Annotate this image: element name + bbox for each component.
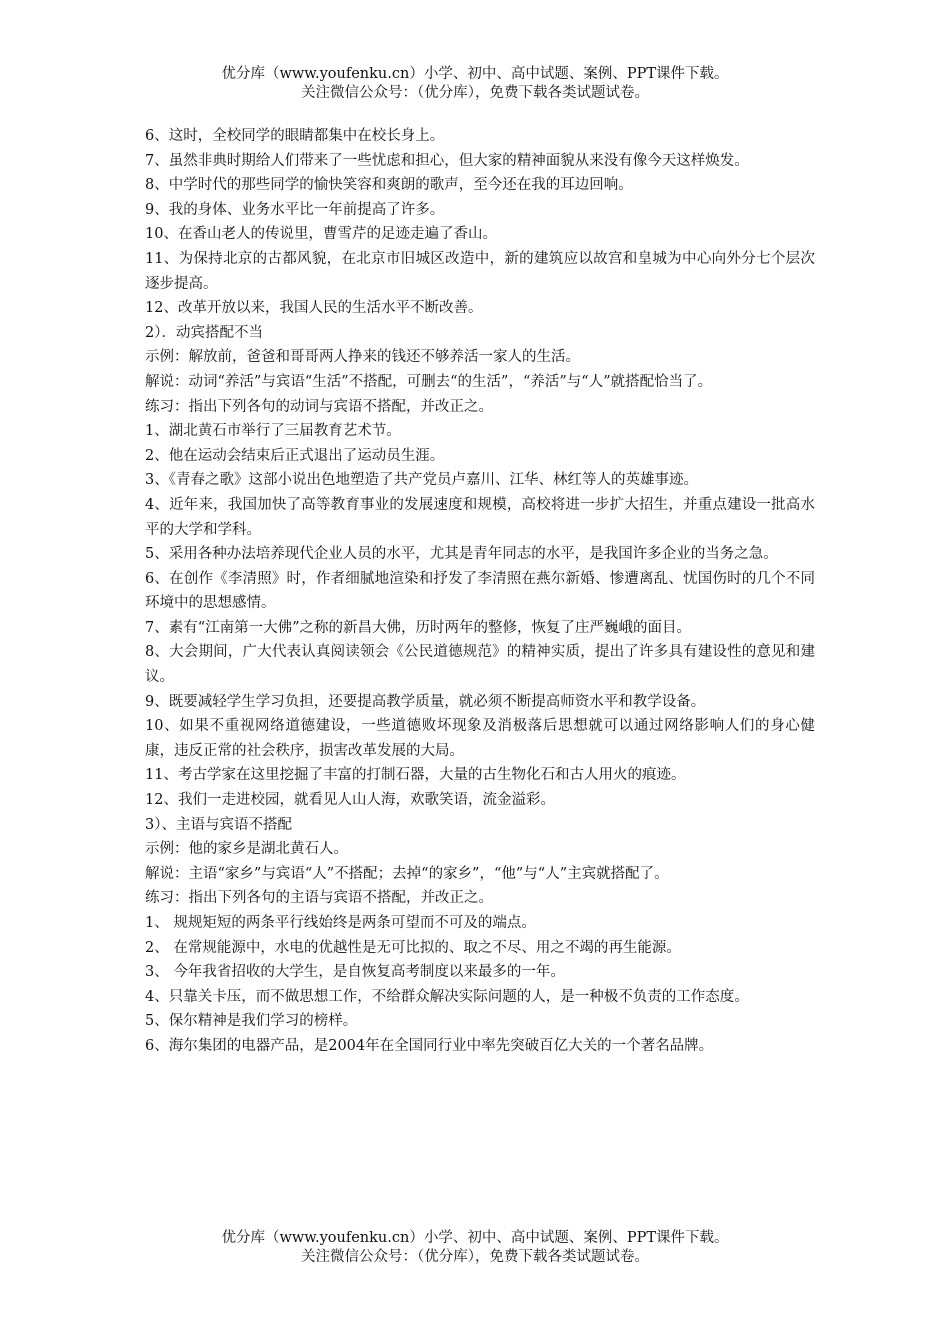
- explanation-line: 解说：主语“家乡”与宾语“人”不搭配；去掉“的家乡”，“他”与“人”主宾就搭配了。: [145, 865, 669, 882]
- text-line: 10、如果不重视网络道德建设，一些道德败坏现象及消极落后思想就可以通过网络影响人们的身心健康，违反正常的社会秩序，损害改革发展的大局。: [145, 718, 815, 759]
- section-heading: 2）．动宾搭配不当: [145, 324, 263, 341]
- text-line: 8、中学时代的那些同学的愉快笑容和爽朗的歌声，至今还在我的耳边回响。: [145, 177, 633, 194]
- text-line: 5、保尔精神是我们学习的榜样。: [145, 1013, 358, 1030]
- text-line: 6、这时，全校同学的眼睛都集中在校长身上。: [145, 128, 445, 144]
- text-line: 8、大会期间，广大代表认真阅读领会《公民道德规范》的精神实质，提出了许多具有建设性的意见和建议。: [145, 644, 815, 686]
- footer-line-2: 关注微信公众号：（优分库），免费下载各类试题试卷。: [301, 1249, 649, 1265]
- text-line: 6、在创作《李清照》时，作者细腻地渲染和抒发了李清照在燕尔新婚、惨遭离乱、忧国伤时的几个不同环境中的思想感情。: [145, 570, 815, 612]
- footer-line-1: 优分库（www.youfenku.cn）小学、初中、高中试题、案例、PPT课件下载。: [221, 1230, 729, 1246]
- text-line: 3、《青春之歌》这部小说出色地塑造了共产党员卢嘉川、江华、林红等人的英雄事迹。: [145, 472, 698, 489]
- text-line: 4、只靠关卡压，而不做思想工作，不给群众解决实际问题的人，是一种极不负责的工作态度。: [145, 988, 749, 1005]
- explanation-line: 解说：动词“养活”与宾语“生活”不搭配，可删去“的生活”，“养活”与“人”就搭配恰当了。: [145, 373, 713, 390]
- text-line: 12、改革开放以来，我国人民的生活水平不断改善。: [145, 300, 483, 317]
- example-line: 示例：他的家乡是湖北黄石人。: [145, 841, 348, 858]
- text-line: 12、我们一走进校园，就看见人山人海，欢歌笑语，流金溢彩。: [145, 792, 555, 809]
- page-footer: [0, 1229, 950, 1267]
- text-line: 2、 在常规能源中，水电的优越性是无可比拟的、取之不尽、用之不竭的再生能源。: [145, 939, 681, 956]
- example-line: 示例：解放前，爸爸和哥哥两人挣来的钱还不够养活一家人的生活。: [145, 349, 580, 366]
- text-line: 5、采用各种办法培养现代企业人员的水平，尤其是青年同志的水平，是我国许多企业的当务之急。: [145, 546, 778, 563]
- text-line: 10、在香山老人的传说里，曹雪芹的足迹走遍了香山。: [145, 226, 497, 243]
- header-line-2: 关注微信公众号：（优分库），免费下载各类试题试卷。: [301, 85, 649, 101]
- text-line: 11、考古学家在这里挖掘了丰富的打制石器，大量的古生物化石和古人用火的痕迹。: [145, 767, 686, 784]
- text-line: 6、海尔集团的电器产品，是2004年在全国同行业中率先突破百亿大关的一个著名品牌。: [145, 1037, 714, 1054]
- text-line: 4、近年来，我国加快了高等教育事业的发展速度和规模，高校将进一步扩大招生，并重点建设一批高水平的大学和学科。: [145, 496, 815, 538]
- text-line: 1、 规规矩短的两条平行线始终是两条可望而不可及的端点。: [145, 915, 536, 931]
- text-line: 11、为保持北京的古都风貌，在北京市旧城区改造中，新的建筑应以故宫和皇城为中心向外分七个层次逐步提高。: [145, 250, 815, 292]
- text-line: 7、虽然非典时期给人们带来了一些忧虑和担心，但大家的精神面貌从来没有像今天这样焕发。: [145, 152, 749, 169]
- header-line-1: 优分库（www.youfenku.cn）小学、初中、高中试题、案例、PPT课件下载。: [221, 66, 729, 82]
- text-line: 2、他在运动会结束后正式退出了运动员生涯。: [145, 447, 445, 464]
- text-line: 3、 今年我省招收的大学生，是自恢复高考制度以来最多的一年。: [145, 964, 565, 981]
- text-line: 7、素有“江南第一大佛”之称的新昌大佛，历时两年的整修，恢复了庄严巍峨的面目。: [145, 619, 692, 636]
- exercise-instruction: 练习：指出下列各句的主语与宾语不搭配，并改正之。: [145, 890, 493, 907]
- text-line: 9、既要减轻学生学习负担，还要提高教学质量，就必须不断提高师资水平和教学设备。: [145, 693, 706, 710]
- section-heading: 3）、主语与宾语不搭配: [145, 816, 292, 833]
- document-body: [145, 124, 815, 1059]
- text-line: 1、湖北黄石市举行了三届教育艺术节。: [145, 423, 401, 440]
- exercise-instruction: 练习：指出下列各句的动词与宾语不搭配，并改正之。: [145, 398, 493, 415]
- text-line: 9、我的身体、业务水平比一年前提高了许多。: [145, 201, 445, 218]
- page-header: [0, 65, 950, 103]
